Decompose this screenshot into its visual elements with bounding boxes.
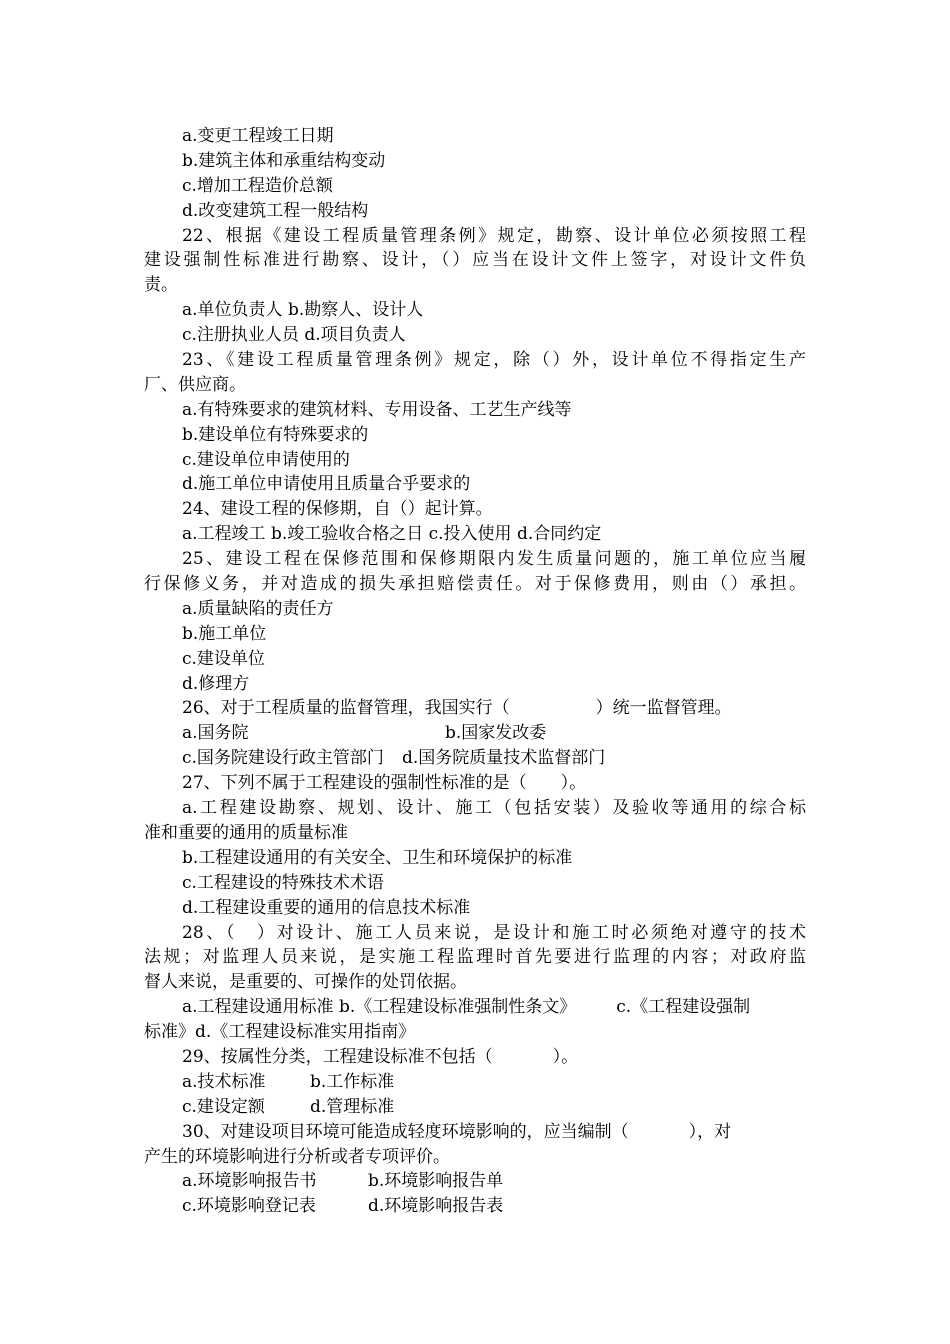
q29-option-d: d.管理标准 (310, 1096, 395, 1117)
q25-option-d: d.修理方 (182, 673, 250, 694)
q28-options-line2: 标准》d.《工程建设标准实用指南》 (144, 1022, 416, 1043)
q30-question-line2: 产生的环境影响进行分析或者专项评价。 (144, 1146, 450, 1167)
q27-question-line1: 27、下列不属于工程建设的强制性标准的是（ ）。 (182, 773, 587, 794)
q29-options-line2 (144, 1095, 806, 1120)
q26-question-line1 (144, 696, 806, 721)
q30-question-part1: 30、对建设项目环境可能造成轻度环境影响的，应当编制（ (182, 1121, 629, 1142)
q28-options-line1 (144, 995, 806, 1020)
q26-options-line1 (144, 721, 806, 746)
q28-question-line3: 督人来说，是重要的、可操作的处罚依据。 (144, 972, 467, 993)
q21-option-c: c.增加工程造价总额 (182, 175, 333, 196)
q27-option-c: c.工程建设的特殊技术术语 (182, 872, 384, 893)
q29-question-line1 (144, 1045, 806, 1070)
q30-question-line1 (144, 1120, 806, 1145)
q24-question-line1: 24、建设工程的保修期，自（）起计算。 (182, 499, 493, 520)
q26-question-part2: ）统一监督管理。 (595, 698, 732, 719)
q25-question-line1: 25、建设工程在保修范围和保修期限内发生质量问题的，施工单位应当履 (182, 549, 806, 570)
q30-question-part2: ），对 (688, 1121, 732, 1142)
q22-options-line1: a.单位负责人 b.勘察人、设计人 (182, 300, 424, 321)
q27-option-a-line2: 准和重要的通用的质量标准 (144, 822, 348, 843)
q26-option-b: b.国家发改委 (445, 723, 547, 744)
q22-question-line3: 责。 (144, 275, 178, 296)
q26-option-c: c.国务院建设行政主管部门 (182, 748, 384, 769)
q29-question-part1: 29、按属性分类，工程建设标准不包括（ (182, 1046, 493, 1067)
q28-question-line2: 法规；对监理人员来说，是实施工程监理时首先要进行监理的内容；对政府监 (144, 947, 806, 968)
q25-option-b: b.施工单位 (182, 623, 267, 644)
q27-option-a-line1: a.工程建设勘察、规划、设计、施工（包括安装）及验收等通用的综合标 (182, 798, 806, 819)
q29-options-line1 (144, 1070, 806, 1095)
q30-options-line1 (144, 1169, 806, 1194)
q27-option-b: b.工程建设通用的有关安全、卫生和环境保护的标准 (182, 847, 573, 868)
q29-question-part2: ）。 (552, 1046, 579, 1067)
q27-option-d: d.工程建设重要的通用的信息技术标准 (182, 897, 471, 918)
q30-option-a: a.环境影响报告书 (182, 1171, 317, 1192)
q22-question-line2: 建设强制性标准进行勘察、设计，（）应当在设计文件上签字，对设计文件负 (144, 250, 806, 271)
q26-option-a: a.国务院 (182, 723, 249, 744)
document-body (144, 124, 806, 1219)
q23-option-b: b.建设单位有特殊要求的 (182, 424, 369, 445)
q23-question-line2: 厂、供应商。 (144, 374, 246, 395)
q23-option-d: d.施工单位申请使用且质量合乎要求的 (182, 474, 471, 495)
q29-option-c: c.建设定额 (182, 1096, 265, 1117)
q22-options-line2: c.注册执业人员 d.项目负责人 (182, 325, 406, 346)
q23-option-c: c.建设单位申请使用的 (182, 449, 350, 470)
q21-option-d: d.改变建筑工程一般结构 (182, 200, 369, 221)
q22-question-line1: 22、根据《建设工程质量管理条例》规定，勘察、设计单位必须按照工程 (182, 225, 806, 246)
q28-options-part1: a.工程建设通用标准 b.《工程建设标准强制性条文》 (182, 997, 577, 1018)
q25-option-a: a.质量缺陷的责任方 (182, 598, 334, 619)
q30-option-d: d.环境影响报告表 (368, 1196, 504, 1217)
q25-question-line2: 行保修义务，并对造成的损失承担赔偿责任。对于保修费用，则由（）承担。 (144, 574, 806, 595)
q21-option-b: b.建筑主体和承重结构变动 (182, 150, 386, 171)
q30-option-c: c.环境影响登记表 (182, 1196, 316, 1217)
q26-option-d: d.国务院质量技术监督部门 (401, 748, 606, 769)
q23-question-line1: 23、《建设工程质量管理条例》规定，除（）外，设计单位不得指定生产 (182, 350, 806, 371)
q30-option-b: b.环境影响报告单 (368, 1171, 504, 1192)
q26-options-line2 (144, 746, 806, 771)
q23-option-a: a.有特殊要求的建筑材料、专用设备、工艺生产线等 (182, 399, 572, 420)
q26-question-part1: 26、对于工程质量的监督管理，我国实行（ (182, 698, 510, 719)
q29-option-a: a.技术标准 (182, 1071, 266, 1092)
q21-option-a: a.变更工程竣工日期 (182, 126, 334, 146)
q24-options-line1: a.工程竣工 b.竣工验收合格之日 c.投入使用 d.合同约定 (182, 524, 602, 545)
q28-options-part2: c.《工程建设强制 (616, 997, 751, 1018)
q30-options-line2 (144, 1194, 806, 1219)
q29-option-b: b.工作标准 (310, 1071, 395, 1092)
q25-option-c: c.建设单位 (182, 648, 265, 669)
q28-question-line1: 28、（ ）对设计、施工人员来说，是设计和施工时必须绝对遵守的技术 (182, 922, 806, 943)
